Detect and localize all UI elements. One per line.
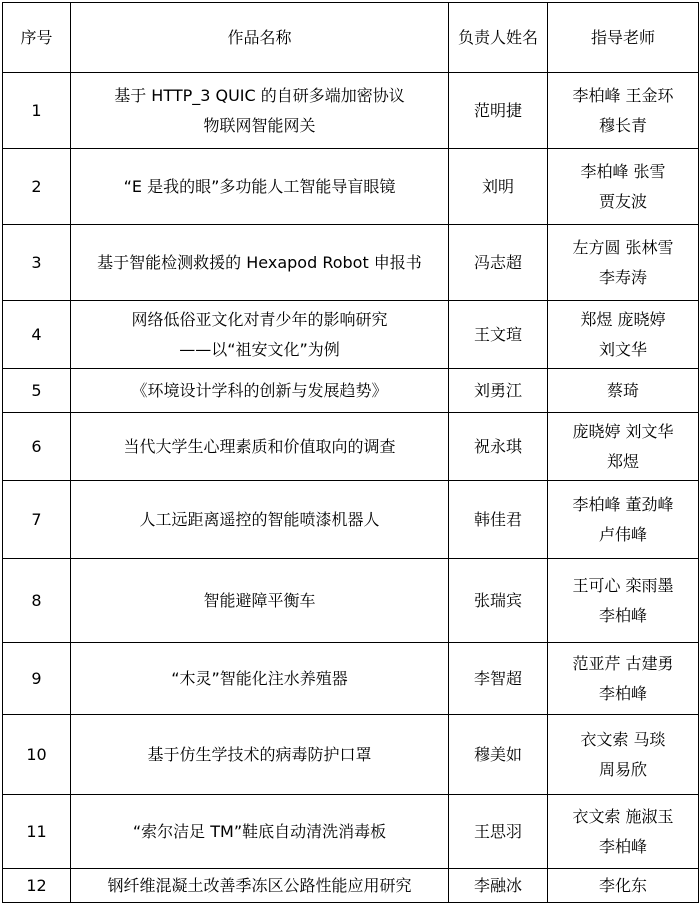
award-table [2,2,699,903]
row-leader: 李智超 [449,643,548,715]
row-leader: 王思羽 [449,795,548,869]
table-row [3,715,699,795]
row-no: 9 [3,643,71,715]
row-advisors: 蔡琦 [548,369,699,413]
row-no: 12 [3,869,71,903]
row-advisors: 李柏峰 董劲峰 卢伟峰 [548,481,699,559]
row-no: 2 [3,149,71,225]
row-title: “E 是我的眼”多功能人工智能导盲眼镜 [71,149,449,225]
row-title: 基于仿生学技术的病毒防护口罩 [71,715,449,795]
row-leader: 穆美如 [449,715,548,795]
row-leader: 范明捷 [449,73,548,149]
header-no: 序号 [3,3,71,73]
row-advisors: 李化东 [548,869,699,903]
row-advisors: 范亚芹 古建勇 李柏峰 [548,643,699,715]
row-title: “木灵”智能化注水养殖器 [71,643,449,715]
row-title: 钢纤维混凝土改善季冻区公路性能应用研究 [71,869,449,903]
row-no: 1 [3,73,71,149]
row-leader: 李融冰 [449,869,548,903]
row-leader: 张瑞宾 [449,559,548,643]
row-no: 8 [3,559,71,643]
header-title: 作品名称 [71,3,449,73]
row-title: 《环境设计学科的创新与发展趋势》 [71,369,449,413]
table-row [3,149,699,225]
table-row [3,643,699,715]
row-advisors: 郑煜 庞晓婷 刘文华 [548,301,699,369]
row-leader: 刘勇江 [449,369,548,413]
table-row [3,795,699,869]
row-advisors: 庞晓婷 刘文华 郑煜 [548,413,699,481]
row-no: 11 [3,795,71,869]
row-advisors: 李柏峰 王金环 穆长青 [548,73,699,149]
row-advisors: 王可心 栾雨墨 李柏峰 [548,559,699,643]
row-title: 当代大学生心理素质和价值取向的调查 [71,413,449,481]
header-leader: 负责人姓名 [449,3,548,73]
row-title: “索尔洁足 TM”鞋底自动清洗消毒板 [71,795,449,869]
table-row [3,73,699,149]
table-row [3,559,699,643]
table-row [3,301,699,369]
row-no: 10 [3,715,71,795]
row-title: 基于 HTTP_3 QUIC 的自研多端加密协议 物联网智能网关 [71,73,449,149]
row-no: 3 [3,225,71,301]
table-row [3,369,699,413]
row-no: 4 [3,301,71,369]
row-no: 6 [3,413,71,481]
row-title: 基于智能检测救援的 Hexapod Robot 申报书 [71,225,449,301]
table-row [3,869,699,903]
row-leader: 刘明 [449,149,548,225]
row-title: 智能避障平衡车 [71,559,449,643]
row-advisors: 左方圆 张林雪 李寿涛 [548,225,699,301]
row-leader: 王文瑄 [449,301,548,369]
header-advisors: 指导老师 [548,3,699,73]
row-title: 人工远距离遥控的智能喷漆机器人 [71,481,449,559]
row-leader: 祝永琪 [449,413,548,481]
table-row [3,225,699,301]
row-leader: 韩佳君 [449,481,548,559]
row-advisors: 衣文索 施淑玉 李柏峰 [548,795,699,869]
row-no: 7 [3,481,71,559]
header-row [3,3,699,73]
row-advisors: 李柏峰 张雪 贾友波 [548,149,699,225]
row-no: 5 [3,369,71,413]
table-row [3,481,699,559]
row-title: 网络低俗亚文化对青少年的影响研究 ——以“祖安文化”为例 [71,301,449,369]
row-leader: 冯志超 [449,225,548,301]
table-row [3,413,699,481]
row-advisors: 衣文索 马琰 周易欣 [548,715,699,795]
